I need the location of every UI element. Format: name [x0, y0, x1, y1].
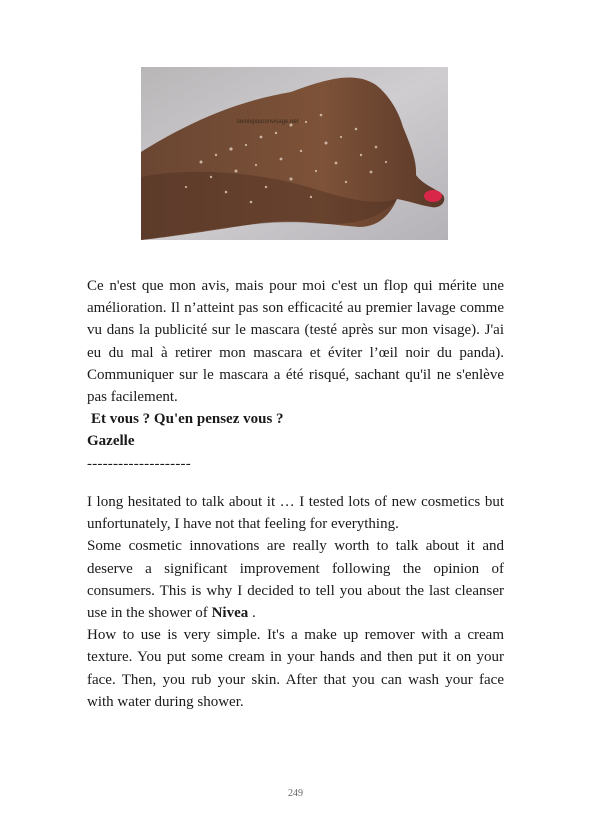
english-section: [87, 491, 504, 713]
hand-photo: [141, 67, 448, 240]
english-paragraph-1: I long hesitated to talk about it … I tested lots of new cosmetics but unfortunately, I have not that feeling for everything.: [87, 494, 504, 533]
french-section: [87, 275, 504, 475]
page-number: 249: [288, 788, 303, 799]
signature: Gazelle: [87, 433, 135, 450]
photo-watermark: lavoixpourunvisage.net: [237, 119, 299, 125]
french-paragraph: Ce n'est que mon avis, mais pour moi c'est un flop qui mérite une amélioration. Il n’atteint pas son efficacité au premier lavage comme vu dans la publicité sur le mascara (testé après sur mon visage). J'ai eu du mal à retirer mon mascara et éviter l’œil noir du panda). Communiquer sur le mascara a été risqué, sachant qu'il ne s'enlève pas facilement.: [87, 278, 504, 406]
english-paragraph-2: [87, 535, 504, 624]
english-paragraph-2-end: .: [248, 605, 256, 622]
question-line: Et vous ? Qu'en pensez vous ?: [91, 411, 284, 428]
separator: --------------------: [87, 455, 191, 472]
english-paragraph-3: How to use is very simple. It's a make up remover with a cream texture. You put some cream in your hands and then put it on your face. Then, you rub your skin. After that you can wash your face with water during shower.: [87, 627, 504, 710]
brand-name: Nivea: [211, 605, 249, 622]
english-paragraph-2-text: Some cosmetic innovations are really worth to talk about it and deserve a significant improvement following the opinion of consumers. This is why I decided to tell you about the last cleanser use in the shower of: [87, 538, 504, 622]
hand-photo-graphic: [141, 67, 448, 240]
